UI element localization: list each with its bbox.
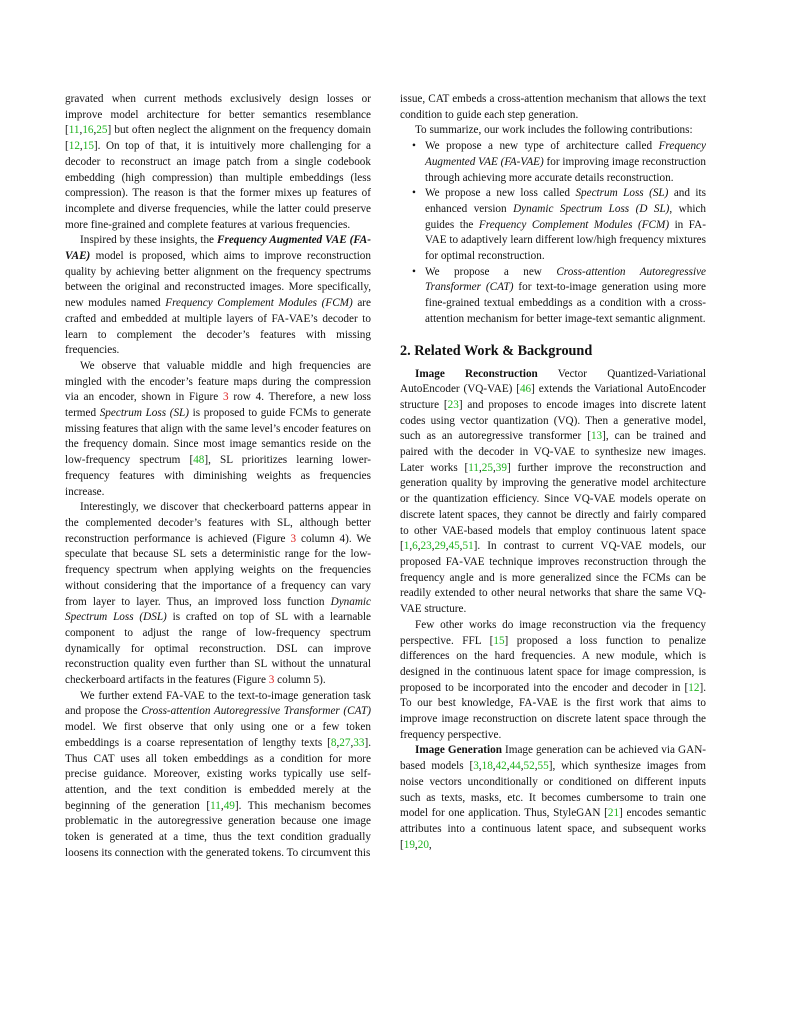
paragraph-image-reconstruction: Image Reconstruction Vector Quantized-Variational AutoEncoder (VQ-VAE) [46] extends the Variational AutoEncoder structure [23] and proposes to encode images into discrete latent codes using vector quantization (VQ). Then a generative model, such as an autoregressive transformer [13], can be trained and paired with the decoder in VQ-VAE to synthesize new images. Later works [11,25,39] further improve the reconstruction and generation quality by improving the generative model architecture or the quantization efficiency. Since VQ-VAE models operate on discrete latent spaces, they cannot be directly and fairly compared to other VAE-based models that employ continuous latent space [1,6,23,29,45,51]. In contrast to current VQ-VAE models, our proposed FA-VAE technique improves reconstruction through the frequency angle and is more generalized since the FCMs can be readily extended to other neural networks that share the same VQ-VAE structure. bbox=[400, 367, 707, 616]
citation-link[interactable]: 19 bbox=[403, 838, 415, 851]
paragraph-cat-continued: issue, CAT embeds a cross-attention mechanism that allows the text condition to guide each step generation. bbox=[400, 93, 706, 121]
citation-link[interactable]: 21 bbox=[607, 807, 620, 820]
term-fcm: Frequency Complement Modules (FCM) bbox=[165, 297, 353, 310]
citation-link[interactable]: 49 bbox=[223, 799, 235, 812]
citation-link[interactable]: 27 bbox=[339, 736, 351, 749]
citation-link[interactable]: 13 bbox=[590, 430, 603, 443]
contributions-list bbox=[400, 139, 706, 327]
contribution-item: • We propose a new loss called Spectrum Loss (SL) and its enhanced version Dynamic Spectrum Loss (D SL), which guides the Frequency Complement Modules (FCM) in FA-VAE to adaptively learn different low/high frequency mixtures for optimal reconstruction. bbox=[425, 186, 706, 265]
paragraph-spectrum-loss: We observe that valuable middle and high frequencies are mingled with the encoder’s feature maps during the compression via an encoder, shown in Figure 3 row 4. Therefore, a new loss termed Spectrum Loss (SL) is proposed to guide FCMs to generate missing features that align with the same level’s encoder features on the frequency domain. Since most image semantics reside on the low-frequency spectrum [48], SL prioritizes learning lower-frequency features with diminishing weights as frequencies increase. bbox=[65, 359, 372, 498]
citation-link[interactable]: 6 bbox=[412, 540, 418, 553]
citation-link[interactable]: 52 bbox=[523, 760, 535, 773]
citation-link[interactable]: 45 bbox=[448, 540, 460, 553]
citation-link[interactable]: 25 bbox=[96, 124, 108, 137]
citation-link[interactable]: 25 bbox=[481, 461, 493, 474]
citation-link[interactable]: 55 bbox=[537, 760, 549, 773]
contribution-item: • We propose a new type of architecture called Frequency Augmented VAE (FA-VAE) for improving image reconstruction through achieving more accurate details reconstruction. bbox=[425, 139, 706, 186]
citation-link[interactable]: 1 bbox=[403, 540, 410, 553]
paragraph-intro-continued: gravated when current methods exclusively design losses or improve model architecture for better semantics resemblance [11,16,25] but often neglect the alignment on the frequency domain [12,15]. On top of that, it is intuitively more challenging for a decoder to reconstruct an image patch from a single codebook embedding (high compression) than multiple embeddings (less compression). The reason is that the former mixes up features of incomplete and diverse frequencies, while the latter could preserve more fine-grained and complete features at various frequencies. bbox=[65, 93, 371, 231]
citation-link[interactable]: 42 bbox=[495, 760, 507, 773]
paragraph-fa-vae: Inspired by these insights, the Frequency Augmented VAE (FA-VAE) model is proposed, which aims to improve reconstruction quality by achieving better alignment on the frequency spectrums between the original and reconstructed images. More specifically, new modules named Frequency Complement Modules (FCM) are crafted and embedded at multiple layers of FA-VAE’s decoder to learn to complement the decoder’s features with missing frequencies. bbox=[65, 234, 372, 357]
citation-link[interactable]: 18 bbox=[481, 760, 493, 773]
citation-link[interactable]: 8 bbox=[330, 736, 337, 749]
paragraph-frequency-perspective: Few other works do image reconstruction via the frequency perspective. FFL [15] proposed a loss function to penalize differences on the hard frequencies. A new module, which is designed in the continuous latent space for image compression, is proposed to be incorporated into the encoder and decoder in [12]. To our best knowledge, FA-VAE is the first work that aims to improve image reconstruction on discrete latent space through the frequency perspective. bbox=[400, 618, 706, 741]
paragraph-dynamic-spectrum-loss: Interestingly, we discover that checkerboard patterns appear in the complemented decoder’s features with SL, although better reconstruction performance is achieved (Figure 3 column 4). We speculate that because SL sets a deterministic range for the low-frequency spectrum when applying weights on the frequencies without considering that the importance of a frequency can vary from layer to layer. Thus, an improved loss function Dynamic Spectrum Loss (DSL) is crafted on top of SL with a learnable component to adjust the range of low-frequency spectrum dynamically for optimal reconstruction. DSL can improve reconstruction quality even further than SL without the unnatural checkerboard artifacts in the features (Figure 3 column 5). bbox=[65, 501, 371, 687]
citation-link[interactable]: 29 bbox=[434, 540, 446, 553]
citation-link[interactable]: 33 bbox=[353, 736, 365, 749]
paragraph-image-generation: Image Generation Image generation can be achieved via GAN-based models [3,18,42,44,52,55], which synthesize images from noise vectors unconditionally or conditioned on different inputs such as texts, masks, etc. It becomes cumbersome to train one model for one application. Thus, StyleGAN [21] encodes semantic attributes into a continuous latent space, and subsequent works [19,20, bbox=[400, 744, 706, 851]
figure-ref-link[interactable]: 3 bbox=[223, 391, 229, 404]
figure-ref-link[interactable]: 3 bbox=[290, 532, 297, 545]
contribution-item: • We propose a new Cross-attention Autoregressive Transformer (CAT) for text-to-image generation using more fine-grained textual embeddings as a condition with a cross-attention mechanism for better image-text semantic alignment. bbox=[425, 265, 706, 328]
citation-link[interactable]: 23 bbox=[420, 540, 432, 553]
citation-link[interactable]: 39 bbox=[495, 461, 507, 474]
term-sl: Spectrum Loss (SL) bbox=[99, 407, 190, 420]
term-cat: Cross-attention Autoregressive Transformer (CAT) bbox=[141, 705, 371, 718]
citation-link[interactable]: 23 bbox=[447, 398, 459, 411]
citation-link[interactable]: 16 bbox=[82, 124, 94, 137]
term-fa-vae: Frequency Augmented VAE (FA-VAE) bbox=[65, 234, 371, 263]
citation-link[interactable]: 48 bbox=[193, 454, 205, 467]
citation-link[interactable]: 3 bbox=[473, 760, 479, 773]
paragraph-cat: We further extend FA-VAE to the text-to-image generation task and propose the Cross-attention Autoregressive Transformer (CAT) model. We first observe that only using one or a few token embeddings is a coarse representation of lengthy texts [8,27,33]. Thus CAT uses all token embeddings as a condition for more precise guidance. Moreover, existing works typically use self-attention, and the text condition is embedded merely at the beginning of the generation [11,49]. This mechanism becomes problematic in the autoregressive generation because one image token is generated at a time, thus the text condition gradually loosens its connection with the generated tokens. To circumvent this bbox=[65, 689, 371, 859]
right-column bbox=[400, 92, 706, 853]
run-in-heading: Image Reconstruction bbox=[415, 367, 538, 380]
paragraph-contributions-intro: To summarize, our work includes the following contributions: bbox=[415, 124, 693, 137]
citation-link[interactable]: 11 bbox=[210, 799, 221, 812]
citation-link[interactable]: 11 bbox=[68, 124, 80, 137]
term-dsl: Dynamic Spectrum Loss (DSL) bbox=[65, 595, 371, 624]
citation-link[interactable]: 46 bbox=[519, 383, 532, 396]
citation-link[interactable]: 51 bbox=[462, 540, 474, 553]
citation-link[interactable]: 12 bbox=[688, 681, 700, 694]
citation-link[interactable]: 15 bbox=[82, 140, 94, 153]
left-column bbox=[65, 92, 371, 861]
citation-link[interactable]: 44 bbox=[509, 760, 521, 773]
run-in-heading: Image Generation bbox=[415, 744, 502, 757]
citation-link[interactable]: 15 bbox=[493, 634, 505, 647]
citation-link[interactable]: 20 bbox=[417, 838, 429, 851]
citation-link[interactable]: 12 bbox=[68, 140, 80, 153]
figure-ref-link[interactable]: 3 bbox=[268, 674, 275, 687]
section-heading: 2. Related Work & Background bbox=[400, 342, 593, 359]
citation-link[interactable]: 11 bbox=[468, 461, 479, 474]
